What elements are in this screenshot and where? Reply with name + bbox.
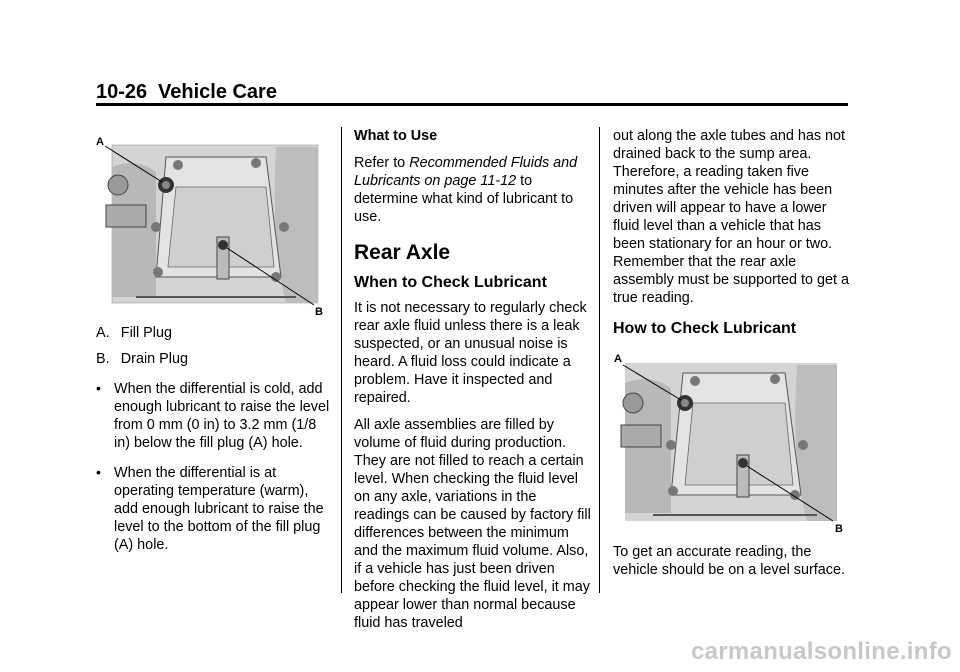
callout-a: A <box>614 353 622 365</box>
callout-b: B <box>835 523 843 535</box>
fill-volume-paragraph: All axle assemblies are filled by volume of fluid during production. They are not filled to reach a certain level. When checking the fluid level on any axle, variations in the readings can be caused by factory fill differences between the minimum and the maximum fluid volume. Also, if a vehicle has just been driven before checking the fluid level, it may appear lower than normal because fluid has traveled <box>354 417 591 631</box>
watermark: carmanualsonline.info <box>690 638 952 665</box>
column-left <box>96 127 336 554</box>
bullet-dot: • <box>96 380 101 396</box>
bullet-text: When the differential is cold, add enough lubricant to raise the level from 0 mm (0 in) to 3.2 mm (1/8 in) below the fill plug (A) hole. <box>114 381 330 451</box>
column-divider <box>341 127 342 593</box>
axle-drawing <box>96 127 326 319</box>
caption-fill-plug: A. Fill Plug <box>96 325 172 341</box>
callout-a: A <box>96 136 104 148</box>
bullet-text: When the differential is at operating temperature (warm), add enough lubricant to raise the level to the bottom of the fill plug (A) hole. <box>114 465 324 553</box>
column-middle <box>354 127 594 632</box>
when-to-check-paragraph: It is not necessary to regularly check rear axle fluid unless there is a leak suspected, or an unusual noise is heard. A fluid loss could indicate a problem. Have it inspected and repaired. <box>354 300 587 406</box>
page-header <box>96 80 277 104</box>
axle-drawing-2 <box>613 353 841 533</box>
how-to-check-heading: How to Check Lubricant <box>613 320 797 337</box>
section-title: Vehicle Care <box>158 81 277 103</box>
ref-prefix: Refer to <box>354 155 410 171</box>
what-to-use-text <box>354 154 594 226</box>
bullet-item <box>96 464 336 554</box>
header-rule <box>96 103 848 106</box>
bullet-item <box>96 380 336 452</box>
fluids-reference-link[interactable]: Recommended Fluids and Lubricants on page 11-12 <box>354 155 578 189</box>
level-surface-paragraph: To get an accurate reading, the vehicle should be on a level surface. <box>613 544 845 578</box>
when-to-check-heading: When to Check Lubricant <box>354 274 547 291</box>
axle-illustration-2 <box>613 353 841 533</box>
caption-drain-plug: B. Drain Plug <box>96 351 188 367</box>
ref-suffix: to determine what kind of lubricant to use. <box>354 173 574 225</box>
column-right <box>613 127 853 579</box>
axle-illustration <box>96 127 326 319</box>
continued-paragraph: out along the axle tubes and has not drained back to the sump area. Therefore, a reading taken five minutes after the vehicle has been driven will appear to have a lower fluid level than a vehicle that has been stationary for an hour or two. Remember that the rear axle assembly must be supported to get a true reading. <box>613 128 849 306</box>
figure-caption <box>96 324 336 368</box>
what-to-use-heading: What to Use <box>354 128 438 144</box>
bullet-dot: • <box>96 464 101 480</box>
callout-b: B <box>315 306 323 318</box>
rear-axle-heading: Rear Axle <box>354 241 451 264</box>
column-divider <box>599 127 600 593</box>
section-number: 10-26 <box>96 81 148 103</box>
